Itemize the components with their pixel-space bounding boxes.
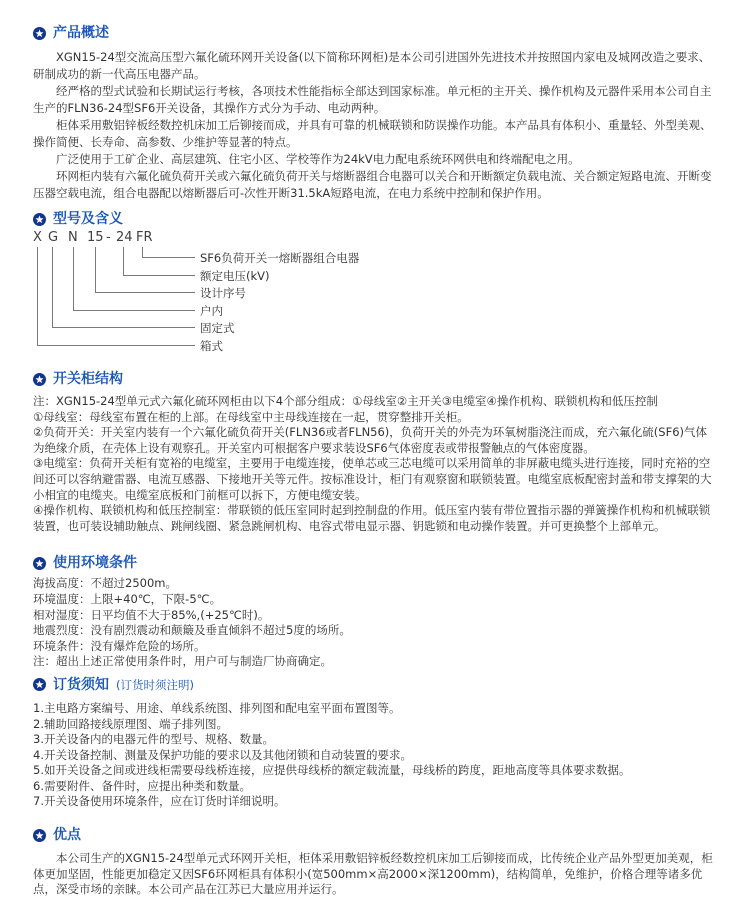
paragraph: 本公司生产的XGN15-24型单元式环网开关柜，柜体采用敷铝锌板经数控机床加工后铆接而成，比传统企业产品外型更加美观，柜体更加坚固，性能更加稳定又因SF6环网柜具有体积小(宽500mm×高2000×深1200mm)，结构简单，免维护，价格合理等诸多优点，深受市场的亲睐。本公司产品在江苏已大量应用并运行。 bbox=[33, 851, 713, 897]
section-header bbox=[33, 370, 718, 388]
condition-line: 环境温度：上限+40℃，下限-5℃。 bbox=[33, 591, 222, 606]
paragraph: ④操作机构、联锁机构和低压控制室：带联锁的低压室同时起到控制盘的作用。低压室内装有带位置指示器的弹簧操作机构和机械联锁装置，也可装设辅助触点、跳闸线圈、紧急跳闸机构、电容式带电显示器、钥匙锁和电动操作装置。并可更换整个上部单元。 bbox=[33, 503, 711, 533]
section-header bbox=[33, 554, 718, 572]
ordering-item: 7.开关设备使用环境条件，应在订货时详细说明。 bbox=[33, 794, 286, 809]
overview-body bbox=[33, 49, 718, 202]
star-bullet-icon bbox=[33, 213, 46, 226]
section-title: 优点 bbox=[53, 827, 81, 844]
paragraph: 经严格的型式试验和长期试运行考核，各项技术性能指标全部达到国家标准。单元柜的主开关、操作机构及元器件采用本公司自主生产的FLN36-24型SF6开关设备，其操作方式分为手动、电动两种。 bbox=[33, 84, 712, 115]
condition-line: 相对湿度：日平均值不大于85%,(+25℃时)。 bbox=[33, 607, 270, 622]
section-header bbox=[33, 24, 718, 42]
model-code-part: N bbox=[68, 230, 78, 245]
ordering-item: 5.如开关设备之间或进线柜需要母线桥连接，应提供母线桥的额定载流量，母线桥的跨度，距地高度等具体要求数据。 bbox=[33, 763, 631, 778]
ordering-item: 3.开关设备内的电器元件的型号、规格、数量。 bbox=[33, 732, 274, 747]
star-bullet-icon bbox=[33, 27, 46, 40]
paragraph: 注：XGN15-24型单元式六氟化硫环网柜由以下4个部分组成：①母线室②主开关③电缆室④操作机构、联锁机构和低压控制 bbox=[33, 394, 658, 408]
condition-line: 海拔高度：不超过2500m。 bbox=[33, 576, 177, 591]
section-subtitle: (订货时须注明) bbox=[116, 677, 194, 692]
ordering-item: 1.主电路方案编号、用途、单线系统图、排列图和配电室平面布置图等。 bbox=[33, 700, 401, 715]
star-bullet-icon bbox=[33, 557, 46, 570]
model-code-part: 15 bbox=[87, 230, 104, 245]
condition-line: 注：超出上述正常使用条件时，用户可与制造厂协商确定。 bbox=[33, 654, 332, 669]
model-code-part: - bbox=[106, 230, 111, 245]
ordering-item: 2.辅助回路接线原理图、端子排列图。 bbox=[33, 716, 228, 731]
paragraph: ②负荷开关：开关室内装有一个六氟化硫负荷开关(FLN36或者FLN56)，负荷开关的外壳为环氧树脂浇注而成，充六氟化硫(SF6)气体为绝缘介质，在壳体上设有观察孔。开关室内可根据客户要求装设SF6气体密度表或带报警触点的气体密度器。 bbox=[33, 425, 707, 455]
model-code-part: G bbox=[48, 230, 59, 245]
star-bullet-icon bbox=[33, 829, 46, 842]
model-label: 户内 bbox=[200, 304, 223, 318]
section-title: 使用环境条件 bbox=[53, 555, 137, 572]
section-title: 型号及含义 bbox=[53, 211, 123, 227]
section-title: 产品概述 bbox=[53, 25, 109, 41]
model-label: SF6负荷开关一熔断器组合电器 bbox=[200, 251, 360, 265]
advantages-body bbox=[33, 851, 718, 898]
star-bullet-icon bbox=[33, 373, 46, 386]
ordering-item: 4.开关设备控制、测量及保护功能的要求以及其他闭锁和自动装置的要求。 bbox=[33, 747, 412, 762]
condition-line: 地震烈度：没有剧烈震动和颠簸及垂直倾斜不超过5度的场所。 bbox=[33, 623, 351, 638]
model-label: 设计序号 bbox=[200, 286, 246, 300]
section-ordering-notes bbox=[33, 676, 718, 810]
section-cabinet-structure bbox=[33, 370, 718, 534]
model-code-part: FR bbox=[136, 230, 153, 245]
paragraph: 环网柜内装有六氟化硫负荷开关或六氟化硫负荷开关与熔断器组合电器可以关合和开断额定负载电流、关合额定短路电流、开断变压器空载电流，组合电器配以熔断器后可-次性开断31.5kA短路电流，在电力系统中控制和保护作用。 bbox=[33, 169, 712, 200]
paragraph: 广泛使用于工矿企业、高层建筑、住宅小区、学校等作为24kV电力配电系统环网供电和终端配电之用。 bbox=[56, 152, 580, 166]
model-code-part: X bbox=[33, 230, 42, 245]
paragraph: ③电缆室：负荷开关柜有宽裕的电缆室，主要用于电缆连接，使单芯或三芯电缆可以采用简单的非屏蔽电缆头进行连接，同时充裕的空间还可以容纳避雷器、电流互感器、下接地开关等元件。按标准设计，柜门有观察窗和联锁装置。电缆室底板配密封盖和带支撑架的大小相宜的电缆夹。电缆室底板和门前框可以拆下，方便电缆安装。 bbox=[33, 456, 712, 502]
paragraph: XGN15-24型交流高压型六氟化硫环网开关设备(以下简称环网柜)是本公司引进国外先进技术并按照国内家电及城网改造之要求、研制成功的新一代高压电器产品。 bbox=[33, 50, 711, 81]
section-header bbox=[33, 210, 718, 228]
connector-line bbox=[37, 247, 195, 346]
section-title: 开关柜结构 bbox=[53, 371, 123, 387]
model-label: 固定式 bbox=[200, 321, 235, 335]
model-code-part: 24 bbox=[116, 230, 133, 245]
section-header bbox=[33, 676, 718, 694]
section-header bbox=[33, 826, 718, 844]
structure-body bbox=[33, 394, 718, 534]
ordering-item: 6.需要附件、备件时，应提出种类和数量。 bbox=[33, 778, 251, 793]
model-label: 箱式 bbox=[200, 339, 223, 353]
paragraph: 柜体采用敷铝锌板经数控机床加工后铆接而成，并具有可靠的机械联锁和防误操作功能。本产品具有体积小、重量轻、外型美观、操作简便、长寿命、高参数、少维护等显著的特点。 bbox=[33, 118, 712, 149]
section-model-meaning bbox=[33, 210, 718, 353]
section-environment-conditions bbox=[33, 554, 718, 670]
ordering-body bbox=[33, 701, 718, 810]
condition-line: 环境条件：没有爆炸危险的场所。 bbox=[33, 638, 206, 653]
star-bullet-icon bbox=[33, 678, 46, 691]
model-label: 额定电压(kV) bbox=[200, 269, 270, 283]
section-advantages bbox=[33, 826, 718, 898]
environment-body bbox=[33, 576, 718, 670]
paragraph: ①母线室：母线室布置在柜的上部。在母线室中主母线连接在一起，贯穿整排开关柜。 bbox=[33, 409, 469, 424]
section-product-overview bbox=[33, 24, 718, 202]
section-title: 订货须知 bbox=[53, 676, 109, 693]
model-code-diagram bbox=[33, 231, 718, 353]
